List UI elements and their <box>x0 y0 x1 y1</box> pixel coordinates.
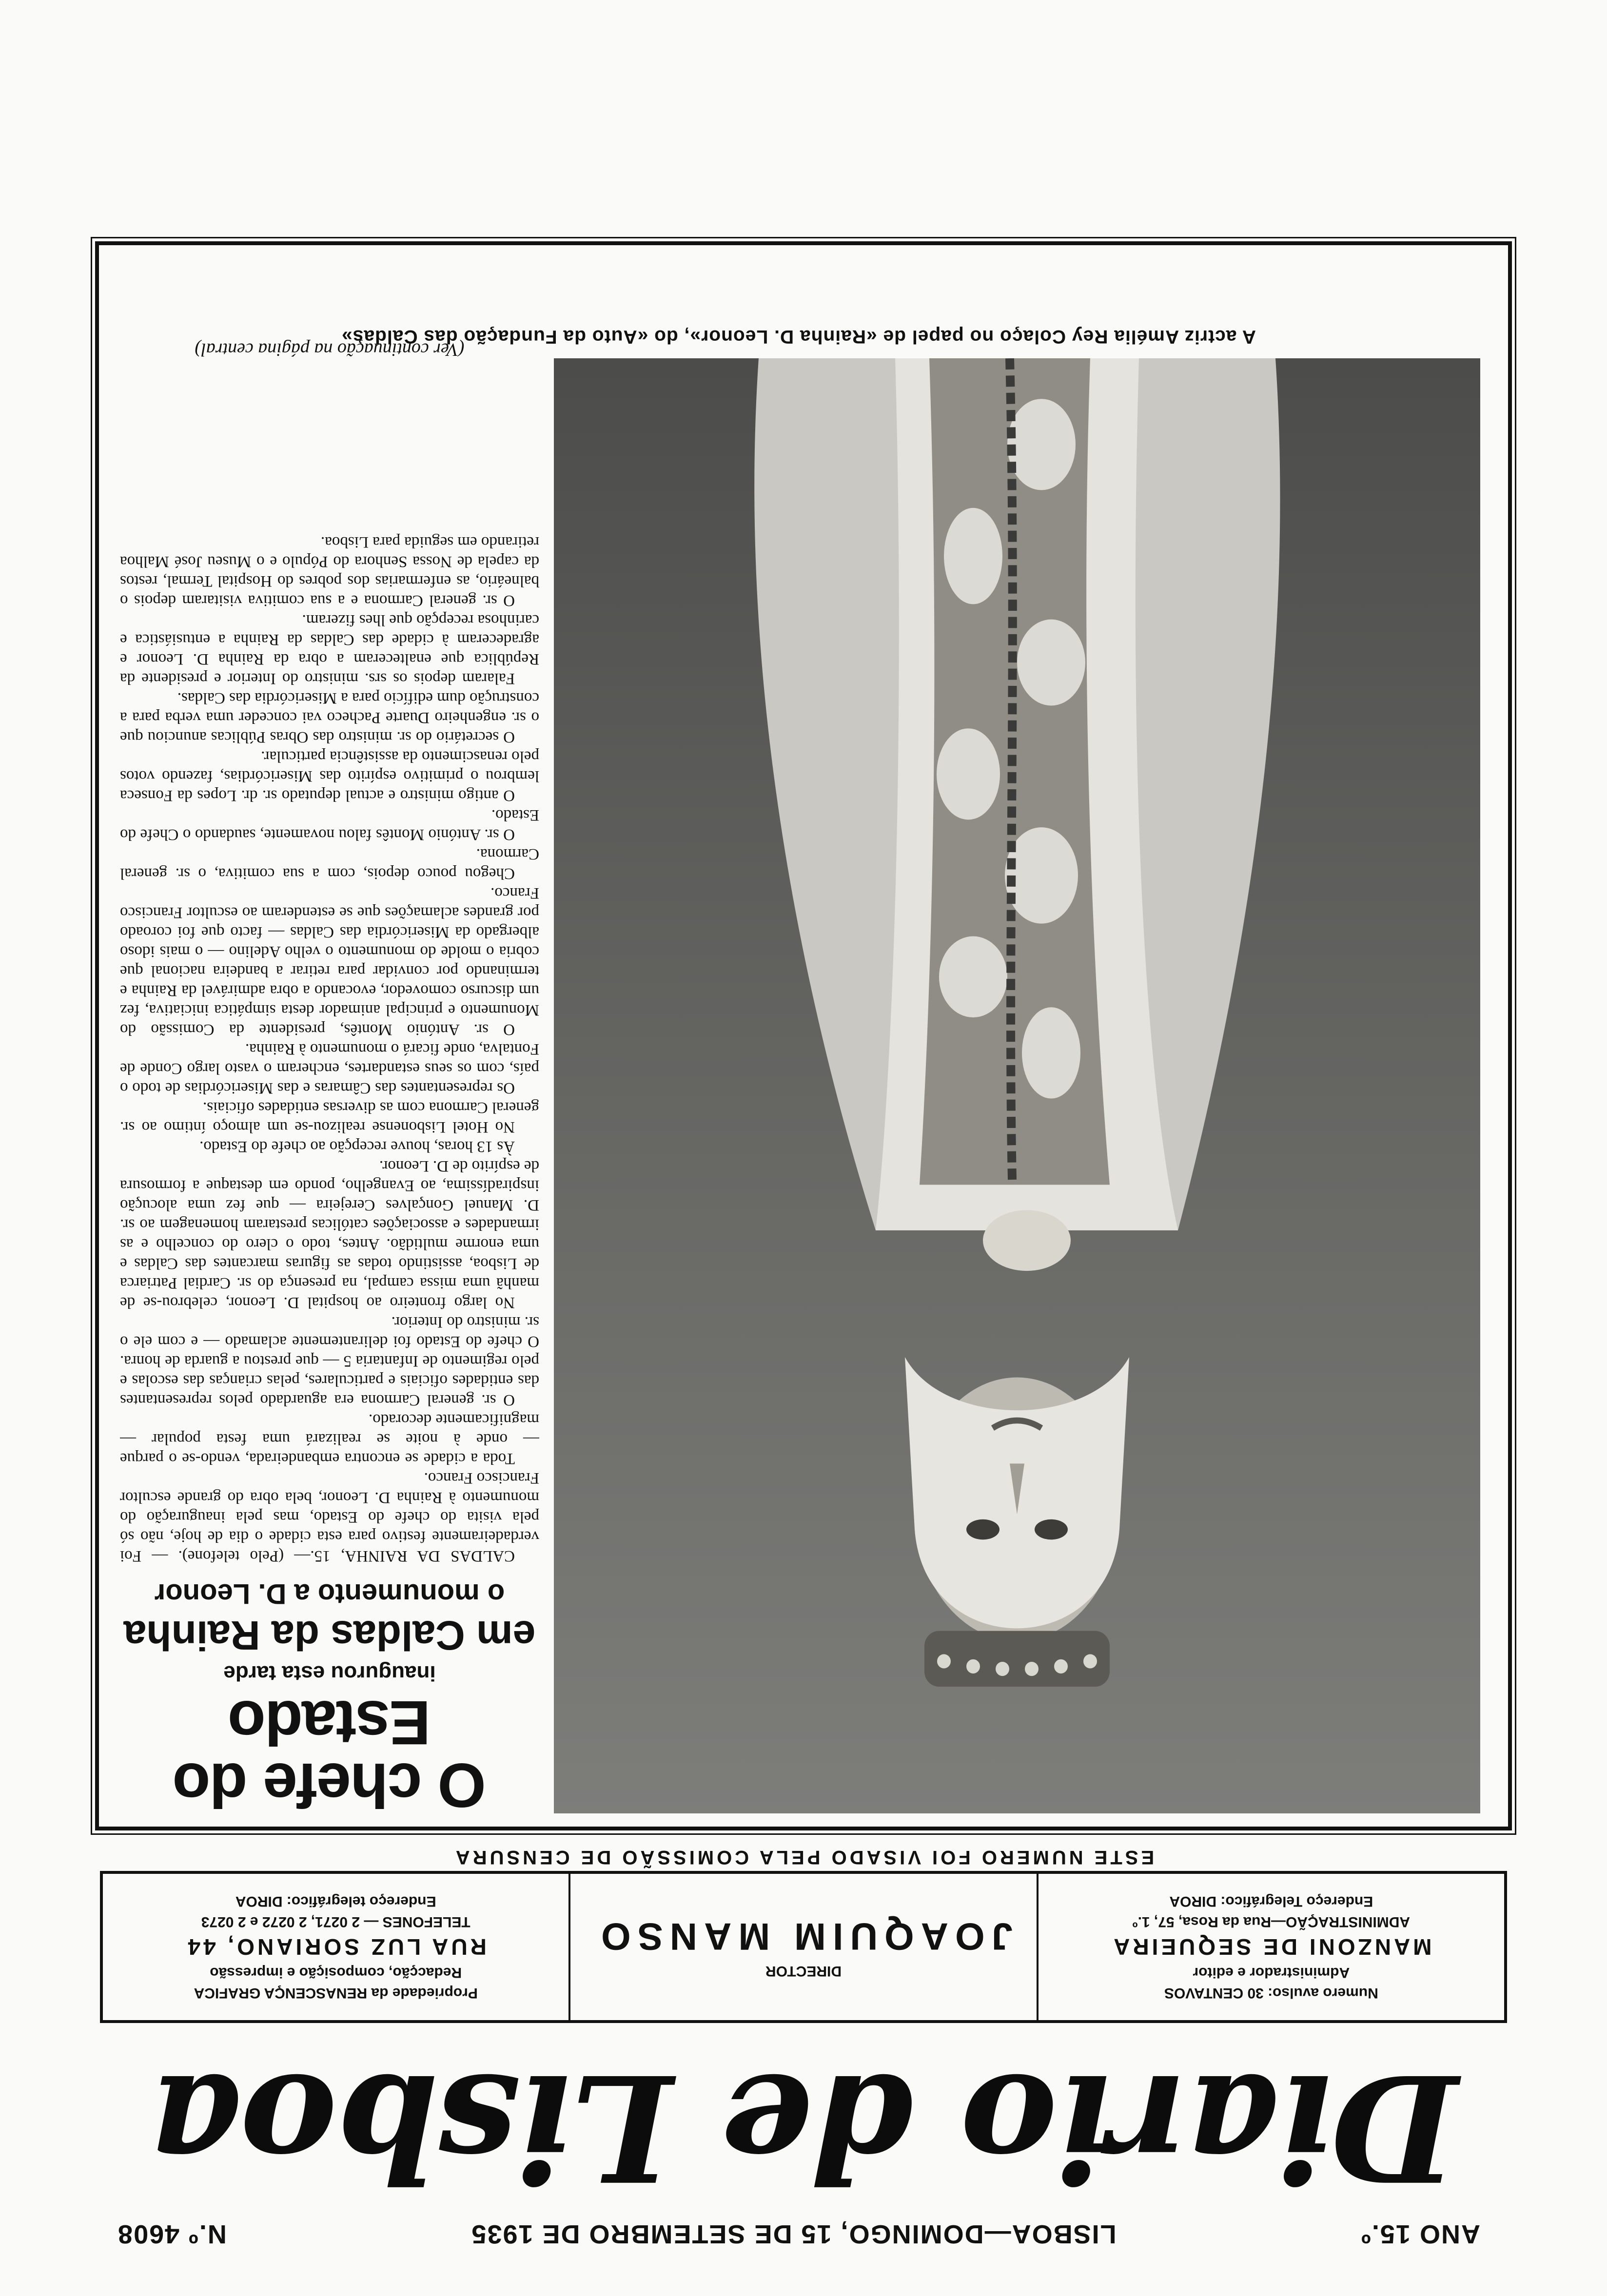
article-subhead-2: em Caldas da Rainha <box>123 1613 536 1658</box>
admin-address: ADMINISTRAÇÃO—Rua da Rosa, 57, 1.º <box>1132 1914 1411 1930</box>
newspaper-nameplate: Diario de Lisboa <box>149 2042 1458 2214</box>
property-text: Propriedade da RENASCENÇA GRAFICA <box>194 1985 478 2001</box>
property-info <box>103 1874 570 2020</box>
admin-telegraph: Endereço Telegráfico: DIROA <box>1169 1893 1373 1909</box>
paragraph: O secretário do sr. ministro das Obras Públicas anunciou que o sr. engenheiro Duarte Pacheco vai conceder uma verba para a construção dum edifício para a Misericórdia das Caldas. <box>120 689 539 746</box>
issue-date: LISBOA—DOMINGO, 15 DE SETEMBRO DE 1935 <box>470 2219 1117 2249</box>
photo-caption: A actriz Amélia Rey Colaço no papel de «Rainha D. Leonor», do «Auto da Fundação das Caldas» <box>341 326 1256 347</box>
paragraph: O sr. general Carmona era aguardado pelos representantes das entidades oficiais e particulares, pelas crianças das escolas e pelo regimento de Infantaria 5 — que prestou a guarda de honra. O chefe do Estado foi delirantemente aclamado — e com ele o sr. ministro do Interior. <box>120 1313 539 1409</box>
actress-photo <box>554 358 1480 1813</box>
article-subhead-3: o monumento a D. Leonor <box>154 1578 505 1610</box>
censor-notice: ESTE NUMERO FOI VISADO PELA COMISSÃO DE CENSURA <box>452 1847 1155 1868</box>
article-column <box>120 370 539 1826</box>
director-name: JOAQUIM MANSO <box>594 1915 1013 1959</box>
paragraph: O sr. general Carmona e a sua comitiva visitaram depois o balneário, as enfermarias dos pobres do Hospital Termal, restos da capela de Nossa Senhora do Pópulo e o Museu José Malhoa retirando em seguida para Lisboa. <box>120 533 539 609</box>
masthead-info-box <box>100 1871 1507 2023</box>
telegraph-text: Endereço telegráfico: DIROA <box>235 1893 436 1909</box>
paragraph: Chegou pouco depois, com a sua comitiva, o sr. general Carmona. <box>120 845 539 882</box>
paragraph: CALDAS DA RAINHA, 15.— (Pelo telefone). — Foi verdadeiramente festivo para esta cidade o dia de hoje, não só pela visita do chefe do Estado, mas pela inauguração do monumento à Rainha D. Leonor, bela obra do grande escultor Francisco Franco. <box>120 1469 539 1565</box>
property-sub: Redacção, composição e impressão <box>210 1965 462 1981</box>
director-label: DIRECTOR <box>765 1963 842 1980</box>
issue-year: ANO 15.º <box>1360 2219 1480 2249</box>
paragraph: No largo fronteiro ao hospital D. Leonor, celebrou-se de manhã uma missa campal, na presença do sr. Cardial Patriarca de Lisboa, assistindo todas as figuras marcantes das Caldas e uma enorme multidão. Antes, todo o clero do concelho e as irmandades e associações católicas prestaram homenagem ao sr. D. Manuel Gonçalves Cerejeira — que fez uma alocução inspiradíssima, ao Evangelho, pondo em destaque a formosura de espírito de D. Leonor. <box>120 1157 539 1311</box>
admin-info <box>1039 1874 1504 2020</box>
street-address: RUA LUZ SORIANO, 44 <box>185 1934 487 1960</box>
paragraph: No Hotel Lisbonense realizou-se um almoço íntimo ao sr. general Carmona com as diversas entidades oficiais. <box>120 1099 539 1136</box>
issue-line <box>117 2217 1480 2251</box>
director-info <box>570 1874 1038 2020</box>
paragraph: Falaram depois os srs. ministro do Interior e presidente da República que enalteceram a obra da Rainha D. Leonor e agradeceram à cidade das Caldas da Rainha a entusiástica e carinhosa recepção que lhes fizeram. <box>120 611 539 687</box>
paragraph: Toda a cidade se encontra embandeirada, vendo-se o parque — onde à noite se realizará uma festa popular — magnificamente decorado. <box>120 1411 539 1467</box>
phones-text: TELEFONES — 2 0271, 2 0272 e 2 0273 <box>201 1914 470 1930</box>
paragraph: O sr. António Montês, presidente da Comissão do Monumento e principal animador desta simpática iniciativa, fez um discurso comovedor, evocando a obra admirável da Rainha e terminando por convidar para retirar a bandeira nacional que cobria o molde do monumento o velho Adelino — o mais idoso albergado da Misericórdia das Caldas — facto que foi coroado por grandes aclamações que se estenderam ao escultor Francisco Franco. <box>120 884 539 1038</box>
continued-note: (Ver continuação na página central) <box>195 339 465 360</box>
article-body <box>120 532 539 1566</box>
price-text: Numero avulso: 30 CENTAVOS <box>1164 1985 1378 2001</box>
photo-illustration <box>554 358 1480 1813</box>
admin-role: Administrador e editor <box>1193 1965 1350 1981</box>
paragraph: Os representantes das Câmaras e das Misericórdias de todo o país, com os seus estandartes, encheram o vasto largo Conde de Fontalva, onde ficará o monumento à Rainha. <box>120 1040 539 1097</box>
issue-number: N.º 4608 <box>117 2219 227 2249</box>
article-headline: O chefe do Estado <box>173 1688 486 1820</box>
article-subhead-1: inaugurou esta tarde <box>223 1661 436 1685</box>
paragraph: O antigo ministro e actual deputado sr. dr. Lopes da Fonseca lembrou o primitivo espírito das Misericórdias, fazendo votos pelo renascimento da assistência particular. <box>120 748 539 804</box>
paragraph: O sr. António Montês falou novamente, saudando o Chefe do Estado. <box>120 806 539 843</box>
admin-name: MANZONI DE SEQUEIRA <box>1111 1934 1432 1960</box>
paragraph: Às 13 horas, houve recepção ao chefe do Estado. <box>199 1138 515 1155</box>
